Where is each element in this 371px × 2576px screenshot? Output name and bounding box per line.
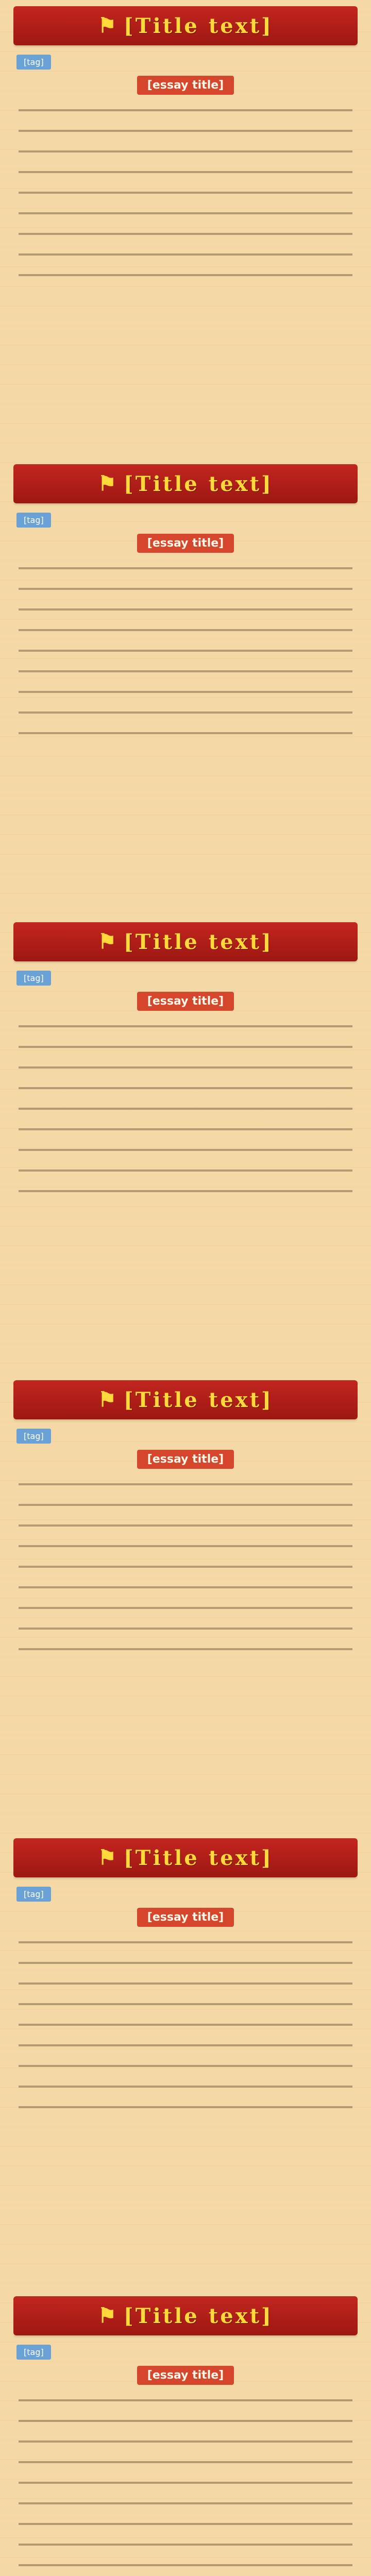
paragraph	[19, 1640, 352, 1658]
paragraph	[19, 2515, 352, 2533]
paragraph	[19, 245, 352, 264]
paragraph	[19, 580, 352, 598]
essay-block	[13, 6, 358, 460]
paragraph	[19, 559, 352, 578]
paragraph	[19, 142, 352, 161]
paragraph	[19, 683, 352, 701]
essay-body	[13, 2391, 358, 2574]
paragraph	[19, 1058, 352, 1077]
paragraph	[19, 2556, 352, 2574]
paragraph	[19, 1516, 352, 1535]
essay-block	[13, 464, 358, 918]
paragraph	[19, 225, 352, 243]
paragraph	[19, 1995, 352, 2013]
paragraph	[19, 1099, 352, 1118]
essay-block	[13, 1838, 358, 2292]
essay-body	[13, 1475, 358, 1658]
banner-title: [Title text]	[123, 471, 273, 496]
essay-title-wrap	[13, 1450, 358, 1469]
category-tag: [tag]	[16, 1887, 51, 1902]
paragraph	[19, 662, 352, 681]
essay-title-wrap	[13, 534, 358, 553]
essay-title: [essay title]	[137, 2366, 234, 2385]
banner-flag-icon: ⚑	[98, 1845, 116, 1870]
paragraph	[19, 1974, 352, 1993]
paragraph	[19, 1079, 352, 1097]
banner-title: [Title text]	[123, 2303, 273, 2328]
banner-title: [Title text]	[123, 1387, 273, 1412]
paragraph	[19, 1619, 352, 1638]
paragraph	[19, 1038, 352, 1056]
essay-block	[13, 922, 358, 1376]
paragraph	[19, 1161, 352, 1180]
essay-block	[13, 1380, 358, 1834]
paragraph	[19, 703, 352, 722]
category-tag: [tag]	[16, 971, 51, 986]
paragraph	[19, 2077, 352, 2096]
paragraph	[19, 1954, 352, 1972]
paragraph	[19, 163, 352, 181]
essay-body	[13, 1933, 358, 2116]
paragraph	[19, 1537, 352, 1555]
banner-flag-icon: ⚑	[98, 2303, 116, 2328]
paragraph	[19, 621, 352, 639]
paragraph	[19, 2535, 352, 2554]
category-tag: [tag]	[16, 513, 51, 528]
paragraph	[19, 2036, 352, 2055]
paragraph	[19, 2453, 352, 2471]
section-banner	[13, 464, 358, 503]
essay-title: [essay title]	[137, 534, 234, 553]
paragraph	[19, 1496, 352, 1514]
paragraph	[19, 1475, 352, 1494]
essay-title: [essay title]	[137, 992, 234, 1011]
section-banner	[13, 1380, 358, 1419]
section-banner	[13, 922, 358, 961]
paragraph	[19, 641, 352, 660]
essay-title-wrap	[13, 76, 358, 95]
category-tag: [tag]	[16, 2345, 51, 2360]
paragraph	[19, 1933, 352, 1952]
essay-title: [essay title]	[137, 1450, 234, 1469]
paragraph	[19, 1120, 352, 1139]
paragraph	[19, 101, 352, 120]
paragraph	[19, 1557, 352, 1576]
paragraph	[19, 600, 352, 619]
paragraph	[19, 266, 352, 284]
banner-flag-icon: ⚑	[98, 13, 116, 38]
paragraph	[19, 2473, 352, 2492]
essay-title: [essay title]	[137, 1908, 234, 1927]
paragraph	[19, 1599, 352, 1617]
paragraph	[19, 724, 352, 742]
banner-title: [Title text]	[123, 929, 273, 954]
banner-title: [Title text]	[123, 13, 273, 38]
essay-title-wrap	[13, 1908, 358, 1927]
section-banner	[13, 6, 358, 45]
paragraph	[19, 1578, 352, 1597]
banner-flag-icon: ⚑	[98, 1387, 116, 1412]
paragraph	[19, 2015, 352, 2034]
essay-block	[13, 2296, 358, 2576]
section-banner	[13, 1838, 358, 1877]
essay-body	[13, 1017, 358, 1200]
banner-flag-icon: ⚑	[98, 929, 116, 954]
category-tag: [tag]	[16, 55, 51, 70]
essay-body	[13, 559, 358, 742]
essay-title: [essay title]	[137, 76, 234, 95]
paragraph	[19, 2057, 352, 2075]
paragraph	[19, 204, 352, 223]
paragraph	[19, 2412, 352, 2430]
essay-title-wrap	[13, 992, 358, 1011]
category-tag: [tag]	[16, 1429, 51, 1444]
section-banner	[13, 2296, 358, 2335]
paragraph	[19, 2494, 352, 2513]
banner-title: [Title text]	[123, 1845, 273, 1870]
paragraph	[19, 183, 352, 202]
paragraph	[19, 1141, 352, 1159]
paragraph	[19, 2391, 352, 2410]
banner-flag-icon: ⚑	[98, 471, 116, 496]
paragraph	[19, 1182, 352, 1200]
paragraph	[19, 122, 352, 140]
essay-body	[13, 101, 358, 284]
paragraph	[19, 2098, 352, 2116]
paragraph	[19, 2432, 352, 2451]
essay-title-wrap	[13, 2366, 358, 2385]
paragraph	[19, 1017, 352, 1036]
